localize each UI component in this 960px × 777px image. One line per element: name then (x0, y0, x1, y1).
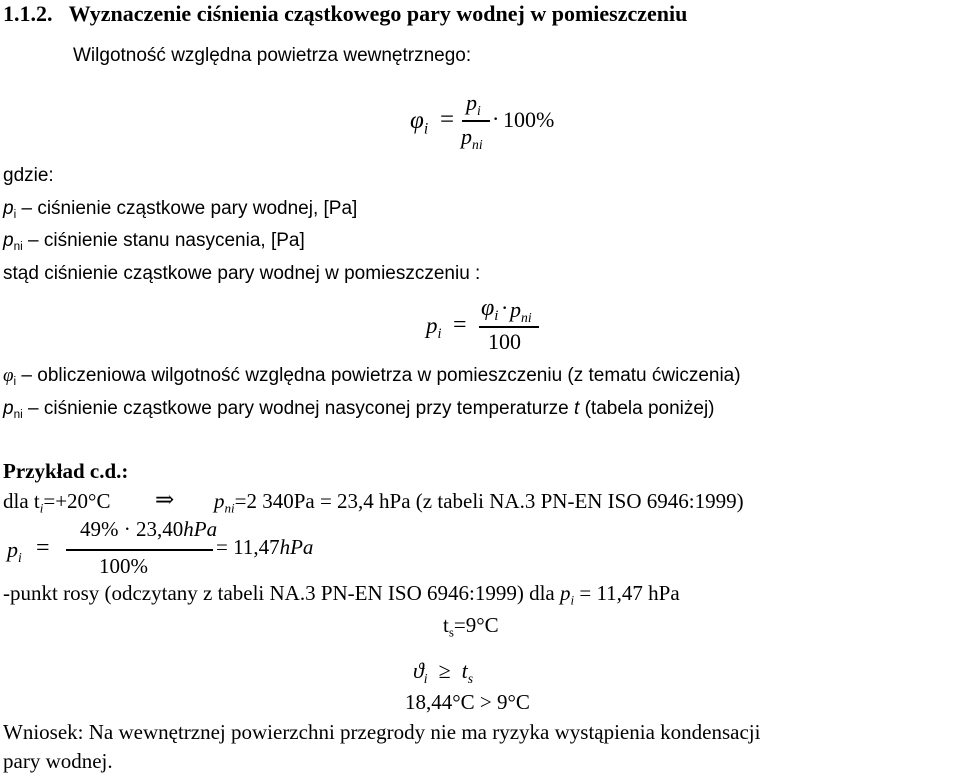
formula1-lhs: $\varphi_i$ (410, 107, 429, 138)
formula2-numerator-phi: $\varphi_i$ (481, 295, 499, 325)
formula2-fraction-bar (479, 326, 539, 328)
calc-fraction-bar (66, 549, 213, 551)
formula1-factor: 100% (503, 107, 555, 132)
definition-phi: $\varphi_i$ – obliczeniowa wilgotność względna powietrza w pomieszczeniu (z tematu ćwiczenia) (3, 365, 741, 389)
stad-text: stąd ciśnienie cząstkowe pary wodnej w pomieszczeniu : (3, 263, 481, 284)
example-heading: Przykład c.d.: (3, 459, 129, 483)
formula2-numerator-pni: $p_{ni}$ (510, 297, 532, 325)
formula1-eq: = (440, 106, 455, 133)
calc-result: = 11,47hPa (216, 535, 314, 559)
dew-point-line: -punkt rosy (odczytany z tabeli NA.3 PN-EN ISO 6946:1999) dla $p_i = 11,47$ hPa (3, 581, 680, 608)
conclusion-line-2: pary wodnej. (3, 749, 113, 773)
intro-text: Wilgotność względna powietrza wewnętrznego: (73, 45, 472, 66)
calc-lhs: $p_i$ (7, 537, 22, 565)
comparison: 18,44°C > 9°C (405, 690, 530, 714)
formula2-lhs: $p_i$ (426, 313, 442, 342)
calc-numerator: 49% · 23,40hPa (80, 517, 218, 541)
calc-eq: = (36, 535, 50, 561)
definition-pi: $p_i$ – ciśnienie cząstkowe pary wodnej, [Pa] (3, 198, 358, 222)
conclusion-line-1: Wniosek: Na wewnętrznej powierzchni przegrody nie ma ryzyka wystąpienia kondensacji (3, 720, 761, 744)
formula1-fraction-bar (462, 120, 490, 122)
formula1-numerator: $p_i$ (466, 90, 481, 118)
ts-value: $t_s=9^\circ C$ (443, 613, 499, 640)
inequality: $ϑ_i \ge t_s$ (413, 658, 474, 686)
definition-pni: $p_{ni}$ – ciśnienie stanu nasycenia, [Pa] (3, 230, 305, 254)
formula1-denominator: $p_{ni}$ (461, 124, 483, 152)
section-title: Wyznaczenie ciśnienia cząstkowego pary wodnej w pomieszczeniu (68, 1, 688, 26)
formula2-eq: = (453, 312, 467, 338)
formula1-dot: · (492, 106, 500, 131)
definition-pni-saturated: $p_{ni}$ – ciśnienie cząstkowe pary wodnej nasyconej przy temperaturze t (tabela poniżej) (3, 398, 715, 422)
formula2-denominator: 100 (488, 329, 521, 354)
section-heading (3, 1, 687, 27)
implies-arrow: ⇒ (155, 487, 175, 512)
formula2-dot: · (501, 295, 509, 320)
example-pni-line: $p_{ni}=2$ 340Pa = 23,4 hPa (z tabeli NA.3 PN-EN ISO 6946:1999) (214, 489, 744, 516)
section-number: 1.1.2. (3, 1, 53, 26)
example-dla-line: dla $t_i=+20^\circ C$ (3, 489, 111, 516)
gdzie-label: gdzie: (3, 165, 54, 186)
calc-denominator: 100% (99, 554, 148, 578)
